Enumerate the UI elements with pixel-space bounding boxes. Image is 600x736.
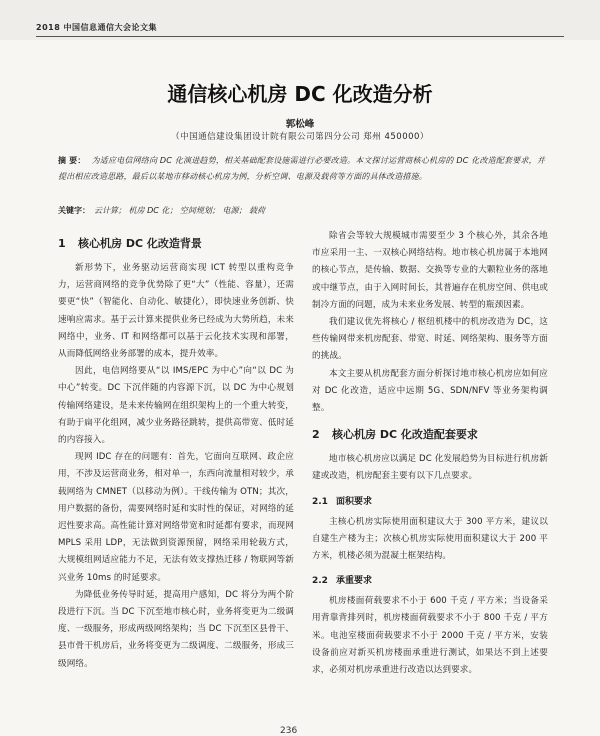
paragraph: 我们建议优先将核心 / 枢纽机楼中的机房改造为 DC，这些传输网带来机房配套、带宽、时延、网络架构、服务等方面的挑战。 (312, 317, 548, 362)
paragraph: 因此，电信网络要从“以 IMS/EPC 为中心”向“以 DC 为中心”转变。DC 下沉伴随的内容源下沉，以 DC 为中心规划传输网络建设，是未来传输网在组织架构上的一个重大转变，有助于扁平化组网，减少业务路径跳转，提供高带宽、低时延的内容接入。 (58, 366, 294, 446)
left-column (58, 228, 294, 673)
paragraph: 现网 IDC 存在的问题有：首先，它面向互联网、政企应用，不涉及运营商业务，相对单一，东西向流量相对较少，承载网络为 CMNET（以移动为例）。干线传输为 OTN；其次，用户数据的备份，需要网络时延和实时性的保证，对网络的延迟性要求高。高性能计算对网络带宽和时延都有要求，而现网 MPLS 采用 LDP，无法做到资源预留，网络采用轮载方式，大规模组网适应能力不足，无法有效支撑热迁移 / 物联网等新兴业务 10ms 的时延要求。 (58, 452, 294, 583)
paragraph: 地市核心机房应以满足 DC 化发展趋势为目标进行机房新建或改造，机房配套主要有以下几点要求。 (312, 454, 548, 482)
paper-title: 通信核心机房 DC 化改造分析 (167, 82, 433, 106)
keywords (58, 205, 546, 216)
section-2-title: 核心机房 DC 化改造配套要求 (332, 428, 478, 442)
paragraph: 除省会等较大规模城市需要至少 3 个核心外，其余各地市应采用一主、一双核心网络结构。地市核心机房属于本地网的核心节点，是传输、数据、交换等专业的大颗粒业务的落地或中继节点，由于入网时间长，其普遍存在机房空间、供电或制冷方面的问题，成为未来业务发展、转型的瓶颈因素。 (312, 231, 548, 310)
subsection-2-1-number: 2.1 (312, 496, 328, 507)
author: 郭松峰 (285, 119, 315, 130)
subsection-2-1-title: 面积要求 (336, 496, 373, 507)
running-head: 2018 中国信息通信大会论文集 (36, 23, 158, 32)
abstract-text: 为适应电信网络向 DC 化演进趋势，相关基础配套设施需进行必要改造。本文探讨运营商核心机房的 DC 化改造配套要求，并提出相应改造思路，最后以某地市移动核心机房为例，分析空调、电源及载荷等方面的具体改造措施。 (58, 156, 546, 181)
subsection-2-1-heading (312, 494, 548, 507)
header-rule (36, 36, 564, 37)
abstract (58, 153, 546, 184)
keywords-label: 关键字： (58, 206, 90, 215)
section-2-heading (312, 426, 548, 442)
paragraph: 为降低业务传导时延，提高用户感知，DC 将分为两个阶段进行下沉。当 DC 下沉至地市核心时，业务将变更为二级调度、一级服务，形成两级网络架构；当 DC 下沉至区县骨干、县市骨干机房后，业务将变更为二级调度、二级服务，形成三级网络。 (58, 589, 294, 669)
paragraph: 本文主要从机房配套方面分析探讨地市核心机房应如何应对 DC 化改造，适应中远期 5G、SDN/NFV 等业务架构调整。 (312, 368, 548, 414)
section-1-heading (58, 235, 294, 251)
section-1-number: 1 (58, 237, 66, 250)
abstract-label: 摘 要： (58, 156, 86, 165)
paragraph: 主核心机房实际使用面积建议大于 300 平方米，建议以自建生产楼为主；次核心机房实际使用面积建议大于 200 平方米，机楼必须为混凝土框架结构。 (312, 516, 548, 562)
section-2-number: 2 (312, 428, 320, 442)
affiliation: （中国通信建设集团设计院有限公司第四分公司 郑州 450000） (171, 132, 429, 142)
paragraph: 机房楼面荷载要求不小于 600 千克 / 平方米；当设备采用背靠背排列时，机房楼面荷载要求不小于 800 千克 / 平方米。电池室楼面荷载要求不小于 2000 千克 / 平方米，安装设备前应对新买机房楼面承重进行测试，如果达不到上述要求，必须对机房承重进行改造以达到要求。 (312, 596, 548, 676)
subsection-2-2-number: 2.2 (312, 576, 328, 587)
page-header-background (0, 0, 600, 40)
paragraph: 新形势下，业务驱动运营商实现 ICT 转型以重构竞争力，运营商网络的竞争优势除了更“大”（性能、容量），还需要更“快”（智能化、自动化、敏捷化），即快速业务创新、快速响应需求。基于云计算来提供业务已经成为大势所趋，未来网络中，业务、IT 和网络都可以基于云化技术实现和部署，从而降低网络业务部署的成本，提升效率。 (58, 263, 294, 360)
right-column (312, 228, 548, 679)
section-1-title: 核心机房 DC 化改造背景 (78, 237, 202, 250)
keywords-text: 云计算； 机房 DC 化； 空间规划； 电源； 载荷 (94, 206, 266, 215)
page-number: 236 (280, 726, 298, 736)
subsection-2-2-heading (312, 573, 548, 586)
subsection-2-2-title: 承重要求 (336, 576, 373, 587)
